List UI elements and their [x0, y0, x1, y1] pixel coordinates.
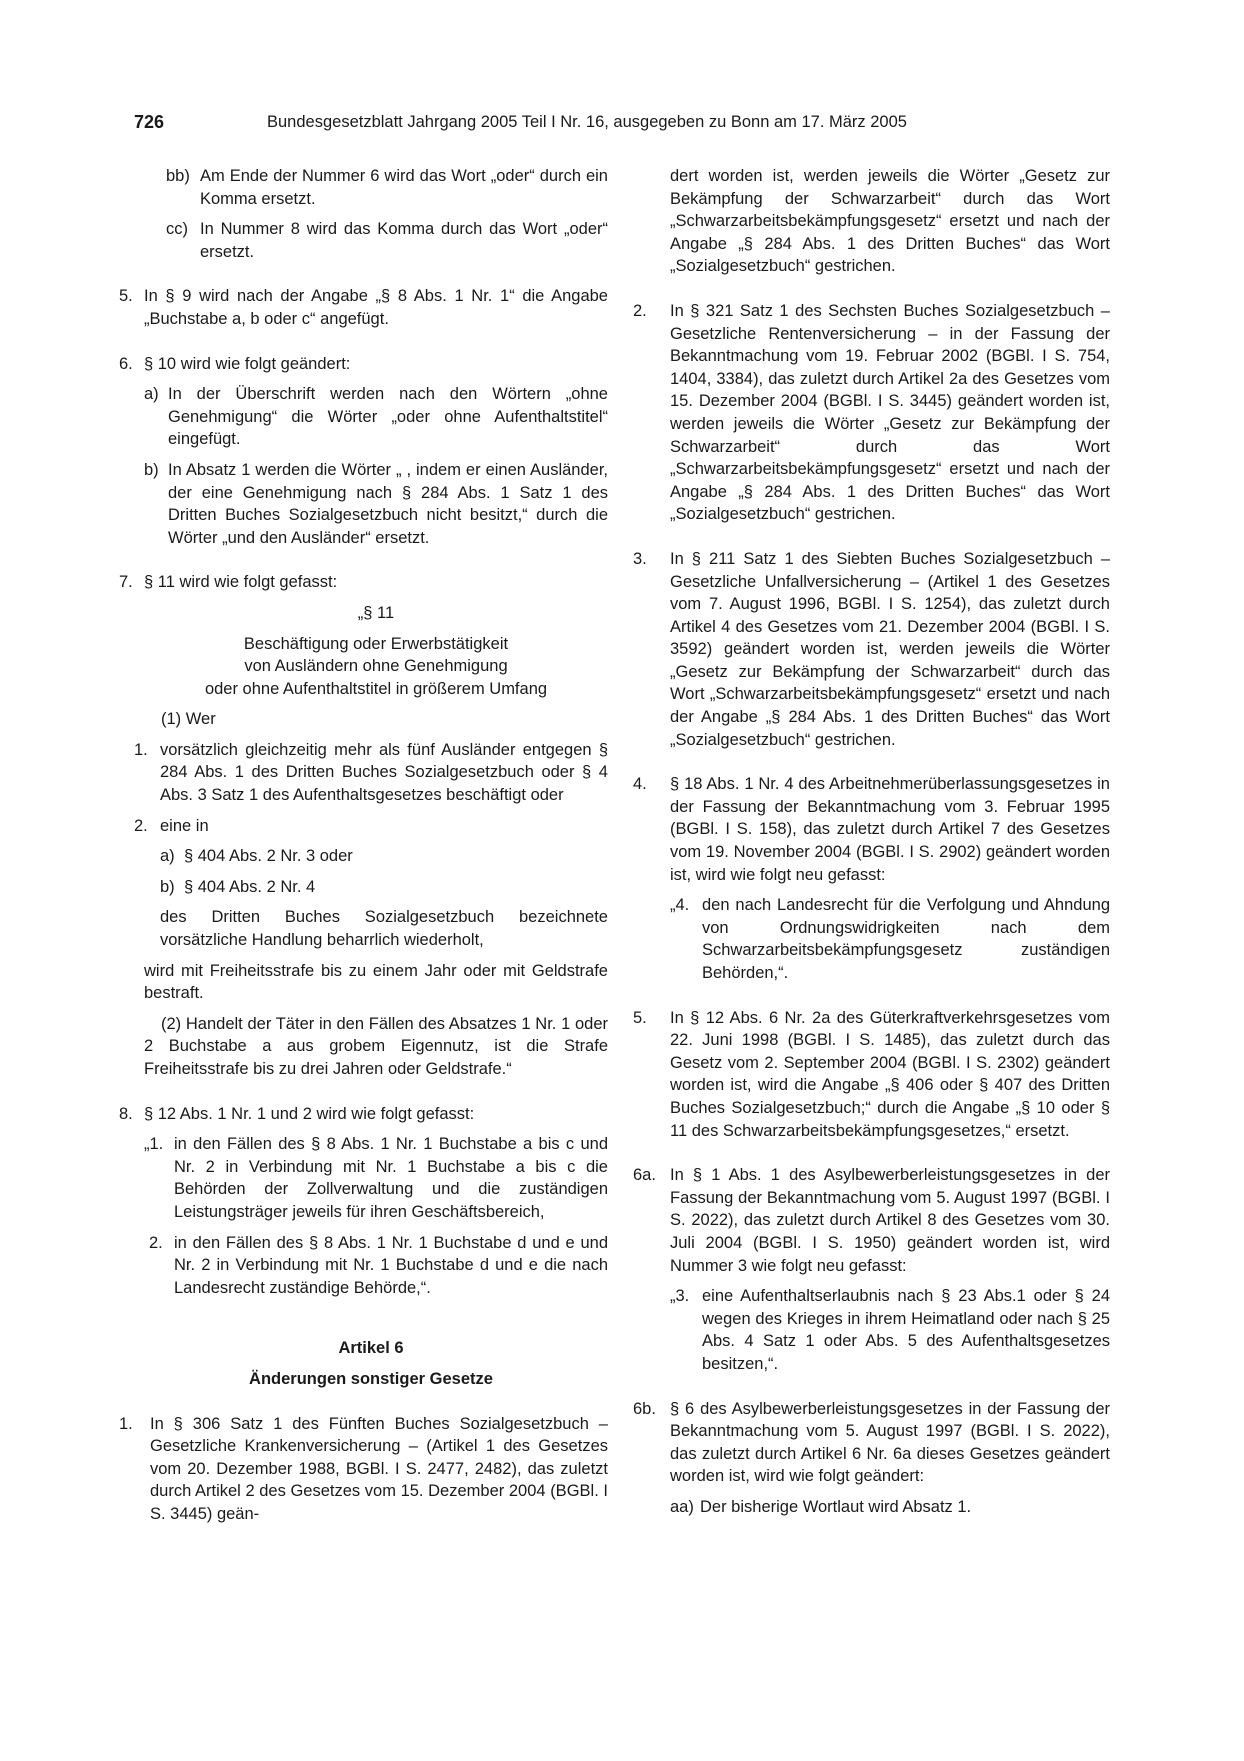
item-label: a) [144, 385, 159, 404]
item-text: In § 9 wird nach der Angabe „§ 8 Abs. 1 Nr. 1“ die Angabe „Buchstabe a, b oder c“ angefügt. [144, 287, 608, 328]
section-title-line: von Ausländern ohne Genehmigung [244, 657, 508, 676]
section-title-line: oder ohne Aufenthaltstitel in größerem Umfang [204, 679, 548, 698]
list-item [144, 1232, 608, 1300]
paragraph: des Dritten Buches Sozialgesetzbuch bezeichnete vorsätzliche Handlung beharrlich wiederholt, [160, 908, 608, 950]
item-label: 5. [119, 287, 133, 306]
item-label: 8. [119, 1104, 133, 1123]
item-text: eine Aufenthaltserlaubnis nach § 23 Abs.1 oder § 24 wegen des Krieges in ihrem Heimatland oder nach § 25 Abs. 4 Satz 1 oder Abs. 5 des Aufenthaltsgesetzes besitzen,“. [702, 1287, 1110, 1373]
item-label: 2. [633, 301, 647, 320]
item-label: aa) [670, 1497, 694, 1516]
article-title: Änderungen sonstiger Gesetze [249, 1369, 493, 1388]
item-text: § 6 des Asylbewerberleistungsgesetzes in der Fassung der Bekanntmachung vom 5. August 1997 (BGBl. I S. 2022), das zuletzt durch Artikel 6 Nr. 6a dieses Gesetzes geändert worden ist, wird wie folgt geändert: [670, 1399, 1110, 1486]
list-item [160, 845, 608, 868]
list-item [670, 1496, 1110, 1519]
item-text: In § 306 Satz 1 des Fünften Buches Sozialgesetzbuch – Gesetzliche Krankenversicherung – (Artikel 1 des Gesetzes vom 20. Dezember 1988, BGBl. I S. 2477, 2482), das zuletzt durch Artikel 2 des Gesetzes vom 15. Dezember 2004 (BGBl. I S. 3445) geän- [150, 1414, 608, 1523]
item-text: In § 321 Satz 1 des Sechsten Buches Sozialgesetzbuch – Gesetzliche Rentenversicherung – in der Fassung der Bekanntmachung vom 19. Februar 2002 (BGBl. I S. 754, 1404, 3384), das zuletzt durch Artikel 2a des Gesetzes vom 15. Dezember 2004 (BGBl. I S. 3445) geändert worden ist, werden jeweils die Wörter „Gesetz zur Bekämpfung der Schwarzarbeit“ durch das Wort „Schwarzarbeitsbekämpfungsgesetz“ ersetzt und nach der Angabe „§ 284 Abs. 1 des Dritten Buches“ das Wort „Sozialgesetzbuch“ gestrichen. [670, 301, 1110, 524]
item-text: in den Fällen des § 8 Abs. 1 Nr. 1 Buchstabe d und e und Nr. 2 in Verbindung mit Nr. 1 Buchstabe d und e die nach Landesrecht zuständige Behörde,“. [174, 1233, 608, 1297]
item-label: 5. [633, 1008, 647, 1027]
paragraph-abs2: (2) Handelt der Täter in den Fällen des Absatzes 1 Nr. 1 oder 2 Buchstabe a aus grobem Eigennutz, ist die Strafe Freiheitsstrafe bis zu drei Jahren oder Geldstrafe.“ [144, 1014, 608, 1078]
item-text: § 404 Abs. 2 Nr. 3 oder [184, 847, 353, 866]
paragraph: wird mit Freiheitsstrafe bis zu einem Jahr oder mit Geldstrafe bestraft. [144, 961, 608, 1003]
item-label: „1. [144, 1135, 164, 1154]
item-label: a) [160, 847, 175, 866]
item-label: „4. [670, 896, 690, 915]
page-number: 726 [134, 112, 165, 132]
section-title-line: Beschäftigung oder Erwerbstätigkeit [243, 634, 509, 653]
list-item-6b [144, 459, 608, 549]
item-label: 6b. [633, 1399, 656, 1418]
article-heading: Artikel 6 [338, 1339, 404, 1358]
list-item [670, 894, 1110, 984]
item-text: Am Ende der Nummer 6 wird das Wort „oder“ durch ein Komma ersetzt. [200, 167, 608, 208]
item-label: „3. [670, 1287, 690, 1306]
page-header [134, 112, 1114, 140]
item-text: in den Fällen des § 8 Abs. 1 Nr. 1 Buchstabe a bis c und Nr. 2 in Verbindung mit Nr. 1 Buchstabe a bis c die Behörden der Zollverwaltung und die zuständigen Leistungsträger jeweils für ihren Geschäftsbereich, [174, 1135, 608, 1221]
list-item [160, 876, 608, 899]
item-label: cc) [166, 220, 188, 239]
item-text: den nach Landesrecht für die Verfolgung und Ahndung von Ordnungswidrigkeiten nach dem Schwarzarbeitsbekämpfungsgesetz zuständigen Behörden,“. [702, 896, 1110, 982]
item-label: b) [160, 877, 175, 896]
item-text: Der bisherige Wortlaut wird Absatz 1. [700, 1497, 972, 1516]
list-item-bb [166, 165, 608, 210]
item-text: § 10 wird wie folgt geändert: [144, 354, 351, 373]
list-item-8 [119, 1103, 608, 1126]
item-text: § 18 Abs. 1 Nr. 4 des Arbeitnehmerüberlassungsgesetzes in der Fassung der Bekanntmachung vom 3. Februar 1995 (BGBl. I S. 158), das zuletzt durch Artikel 7 des Gesetzes vom 19. November 2004 (BGBl. I S. 2902) geändert worden ist, wird wie folgt neu gefasst: [670, 775, 1110, 884]
item-label: 1. [119, 1414, 133, 1433]
item-text: § 11 wird wie folgt gefasst: [144, 573, 338, 592]
list-item-a1 [119, 1413, 608, 1526]
section-heading: „§ 11 [357, 603, 395, 622]
list-item-a6a [633, 1164, 1110, 1277]
item-text: In der Überschrift werden nach den Wörtern „ohne Genehmigung“ die Wörter „oder ohne Aufenthaltstitel“ eingefügt. [168, 385, 608, 449]
list-item-cc [166, 218, 608, 263]
item-label: 6. [119, 354, 133, 373]
left-column [119, 165, 608, 1526]
list-item-a2 [633, 300, 1110, 526]
item-label: 6a. [633, 1166, 656, 1185]
list-item-a4 [633, 773, 1110, 886]
item-text: eine in [160, 816, 209, 835]
paragraph-continuation: dert worden ist, werden jeweils die Wörter „Gesetz zur Bekämpfung der Schwarzarbeit“ durch das Wort „Schwarzarbeitsbekämpfungsgesetz“ ersetzt und nach der Angabe „§ 284 Abs. 1 des Dritten Buches“ das Wort „Sozialgesetzbuch“ gestrichen. [670, 167, 1110, 276]
list-item-5 [119, 285, 608, 330]
list-item [670, 1285, 1110, 1375]
item-text: In Nummer 8 wird das Komma durch das Wort „oder“ ersetzt. [200, 220, 608, 261]
item-text: In § 211 Satz 1 des Siebten Buches Sozialgesetzbuch – Gesetzliche Unfallversicherung – (Artikel 1 des Gesetzes vom 7. August 1996, BGBl. I S. 1254), das zuletzt durch Artikel 4 des Gesetzes vom 21. Dezember 2004 (BGBl. I S. 3592) geändert worden ist, werden jeweils die Wörter „Gesetz zur Bekämpfung der Schwarzarbeit“ durch das Wort „Schwarzarbeitsbekämpfungsgesetz“ ersetzt und nach der Angabe „§ 284 Abs. 1 des Dritten Buches“ das Wort „Sozialgesetzbuch“ gestrichen. [670, 549, 1110, 749]
paragraph-abs1: (1) Wer [161, 710, 216, 729]
right-column [633, 165, 1110, 1518]
item-label: 1. [134, 740, 148, 759]
item-text: vorsätzlich gleichzeitig mehr als fünf Ausländer entgegen § 284 Abs. 1 des Dritten Buches Sozialgesetzbuch oder § 4 Abs. 3 Satz 1 des Aufenthaltsgesetzes beschäftigt oder [160, 740, 608, 805]
running-title: Bundesgesetzblatt Jahrgang 2005 Teil I Nr. 16, ausgegeben zu Bonn am 17. März 2005 [267, 113, 907, 131]
list-item-7 [119, 571, 608, 594]
item-label: 2. [149, 1233, 163, 1252]
item-text: In § 1 Abs. 1 des Asylbewerberleistungsgesetzes in der Fassung der Bekanntmachung vom 5. August 1997 (BGBl. I S. 2022), das zuletzt durch Artikel 8 des Gesetzes vom 30. Juli 2004 (BGBl. I S. 1950) geändert worden ist, wird Nummer 3 wie folgt neu gefasst: [670, 1166, 1110, 1275]
item-text: In § 12 Abs. 6 Nr. 2a des Güterkraftverkehrsgesetzes vom 22. Juni 1998 (BGBl. I S. 1485), das zuletzt durch das Gesetz vom 2. September 2004 (BGBl. I S. 2302) geändert worden ist, wird die Angabe „§ 406 oder § 407 des Dritten Buches Sozialgesetzbuch;“ durch die Angabe „§ 10 oder § 11 des Schwarzarbeitsbekämpfungsgesetzes,“ ersetzt. [670, 1008, 1110, 1140]
item-label: 7. [119, 573, 133, 592]
list-item [134, 815, 608, 838]
item-label: 2. [134, 816, 148, 835]
list-item-a5 [633, 1007, 1110, 1143]
item-label: 3. [633, 549, 647, 568]
item-label: 4. [633, 775, 647, 794]
list-item-6a [144, 383, 608, 451]
item-text: § 12 Abs. 1 Nr. 1 und 2 wird wie folgt gefasst: [144, 1104, 475, 1123]
list-item [134, 739, 608, 807]
item-label: b) [144, 460, 159, 479]
list-item-a3 [633, 548, 1110, 751]
list-item-a6b [633, 1398, 1110, 1488]
item-label: bb) [166, 167, 190, 185]
item-text: In Absatz 1 werden die Wörter „ , indem er einen Ausländer, der eine Genehmigung nach § 284 Abs. 1 Satz 1 des Dritten Buches Sozialgesetzbuch nicht besitzt,“ durch die Wörter „und den Ausländer“ ersetzt. [168, 460, 608, 547]
list-item-6 [119, 353, 608, 376]
item-text: § 404 Abs. 2 Nr. 4 [184, 877, 316, 896]
list-item [144, 1133, 608, 1223]
